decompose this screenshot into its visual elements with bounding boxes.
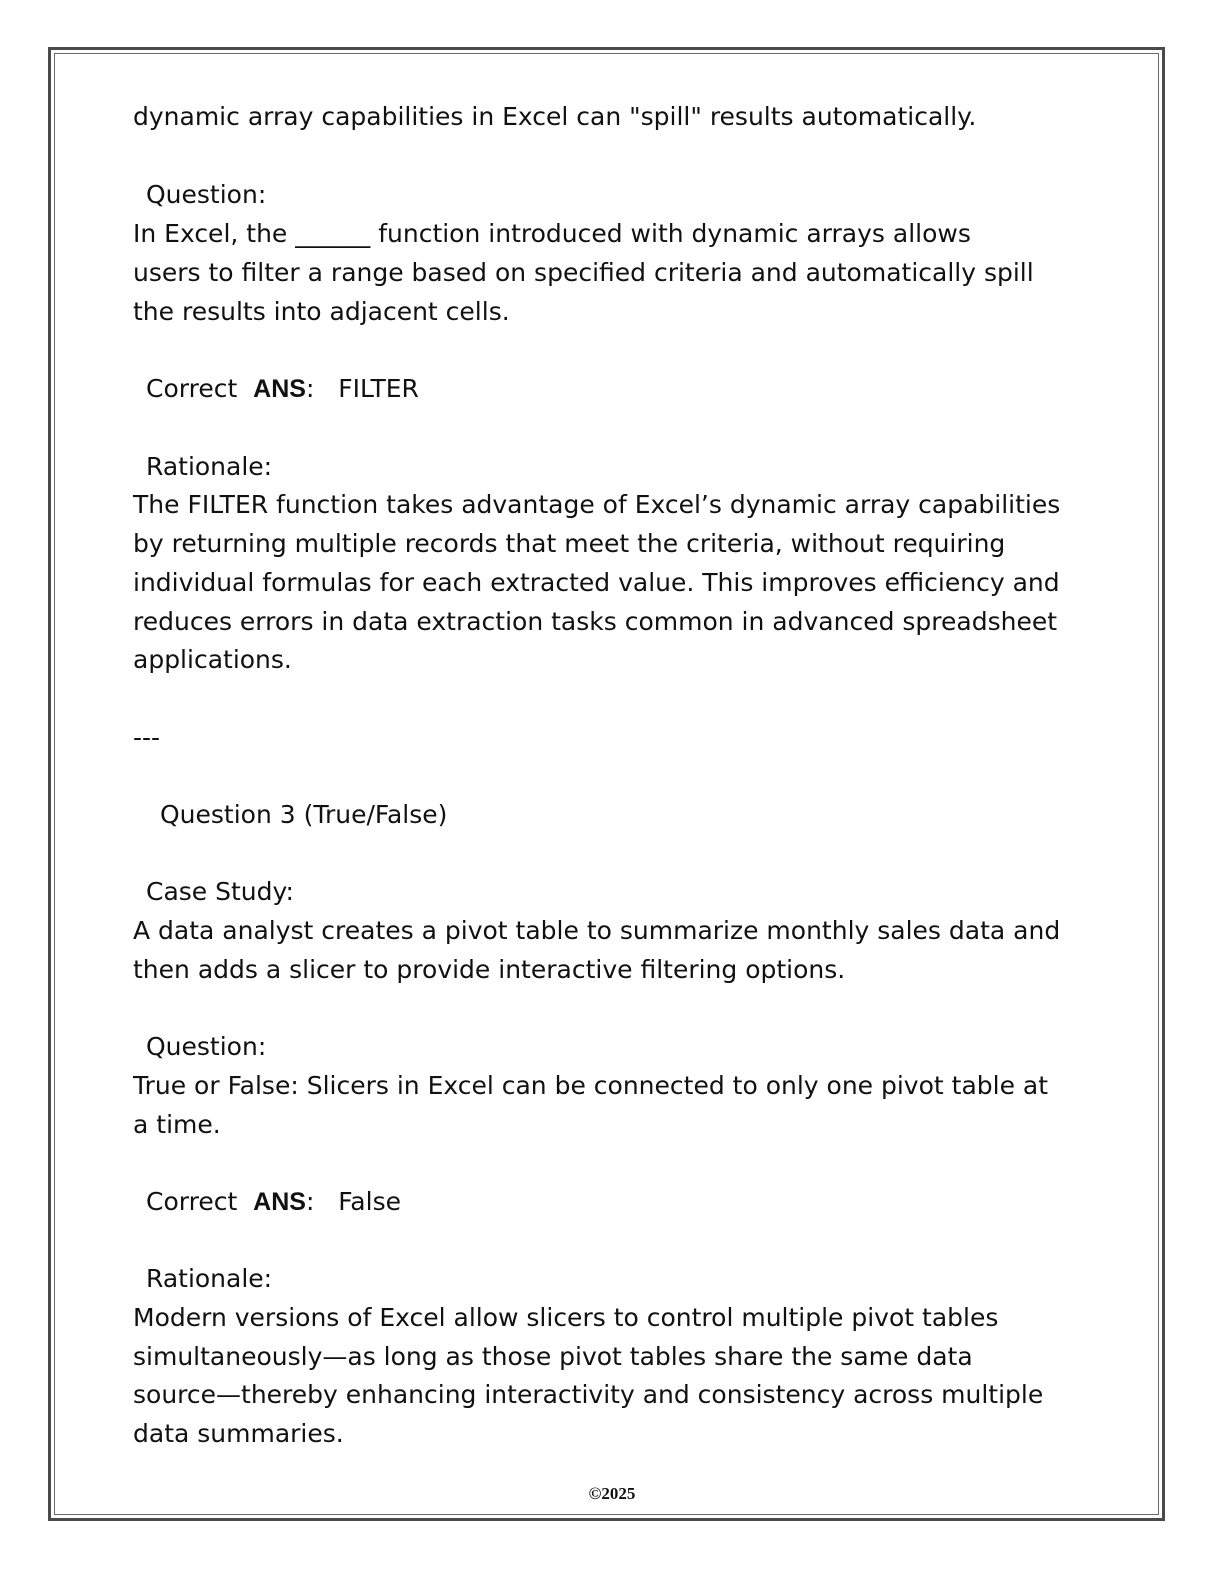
q3-correct-label: Correct	[146, 1187, 238, 1216]
q3-answer-value: False	[338, 1187, 401, 1216]
q2-question-line: users to filter a range based on specified criteria and automatically spill	[133, 258, 1034, 287]
q2-rationale-line: The FILTER function takes advantage of Excel’s dynamic array capabilities	[133, 490, 1061, 519]
q2-rationale-line: individual formulas for each extracted value. This improves efficiency and	[133, 568, 1060, 597]
q3-question-line: a time.	[133, 1110, 221, 1139]
intro-text: dynamic array capabilities in Excel can "spill" results automatically.	[133, 102, 977, 131]
q2-answer-value: FILTER	[338, 374, 419, 403]
q3-rationale-line: Modern versions of Excel allow slicers to control multiple pivot tables	[133, 1303, 999, 1332]
copyright-footer: ©2025	[588, 1484, 636, 1503]
q2-question-label: Question:	[146, 180, 267, 209]
q2-question-line: the results into adjacent cells.	[133, 297, 510, 326]
q2-rationale-line: by returning multiple records that meet the criteria, without requiring	[133, 529, 1006, 558]
q2-correct-label: Correct	[146, 374, 238, 403]
q3-ans-label: ANS	[253, 1188, 306, 1216]
q3-correct-answer: Correct ANS: False	[146, 1187, 401, 1216]
q3-question-label: Question:	[146, 1032, 267, 1061]
q3-rationale-line: data summaries.	[133, 1419, 344, 1448]
q3-rationale-line: source—thereby enhancing interactivity and consistency across multiple	[133, 1380, 1044, 1409]
q3-question-line: True or False: Slicers in Excel can be connected to only one pivot table at	[133, 1071, 1049, 1100]
q3-rationale-label: Rationale:	[146, 1264, 273, 1293]
q2-rationale-label: Rationale:	[146, 452, 273, 481]
q2-rationale-line: reduces errors in data extraction tasks common in advanced spreadsheet	[133, 607, 1058, 636]
q3-case-line: A data analyst creates a pivot table to summarize monthly sales data and	[133, 916, 1061, 945]
q3-case-label: Case Study:	[146, 877, 294, 906]
q3-heading: Question 3 (True/False)	[160, 800, 448, 829]
q2-correct-answer: Correct ANS: FILTER	[146, 374, 419, 403]
q2-ans-label: ANS	[253, 375, 306, 403]
q3-case-line: then adds a slicer to provide interactive filtering options.	[133, 955, 846, 984]
q3-rationale-line: simultaneously—as long as those pivot tables share the same data	[133, 1342, 973, 1371]
section-separator: ---	[133, 723, 161, 752]
q2-question-line: In Excel, the ______ function introduced with dynamic arrays allows	[133, 219, 971, 248]
q2-rationale-line: applications.	[133, 645, 292, 674]
